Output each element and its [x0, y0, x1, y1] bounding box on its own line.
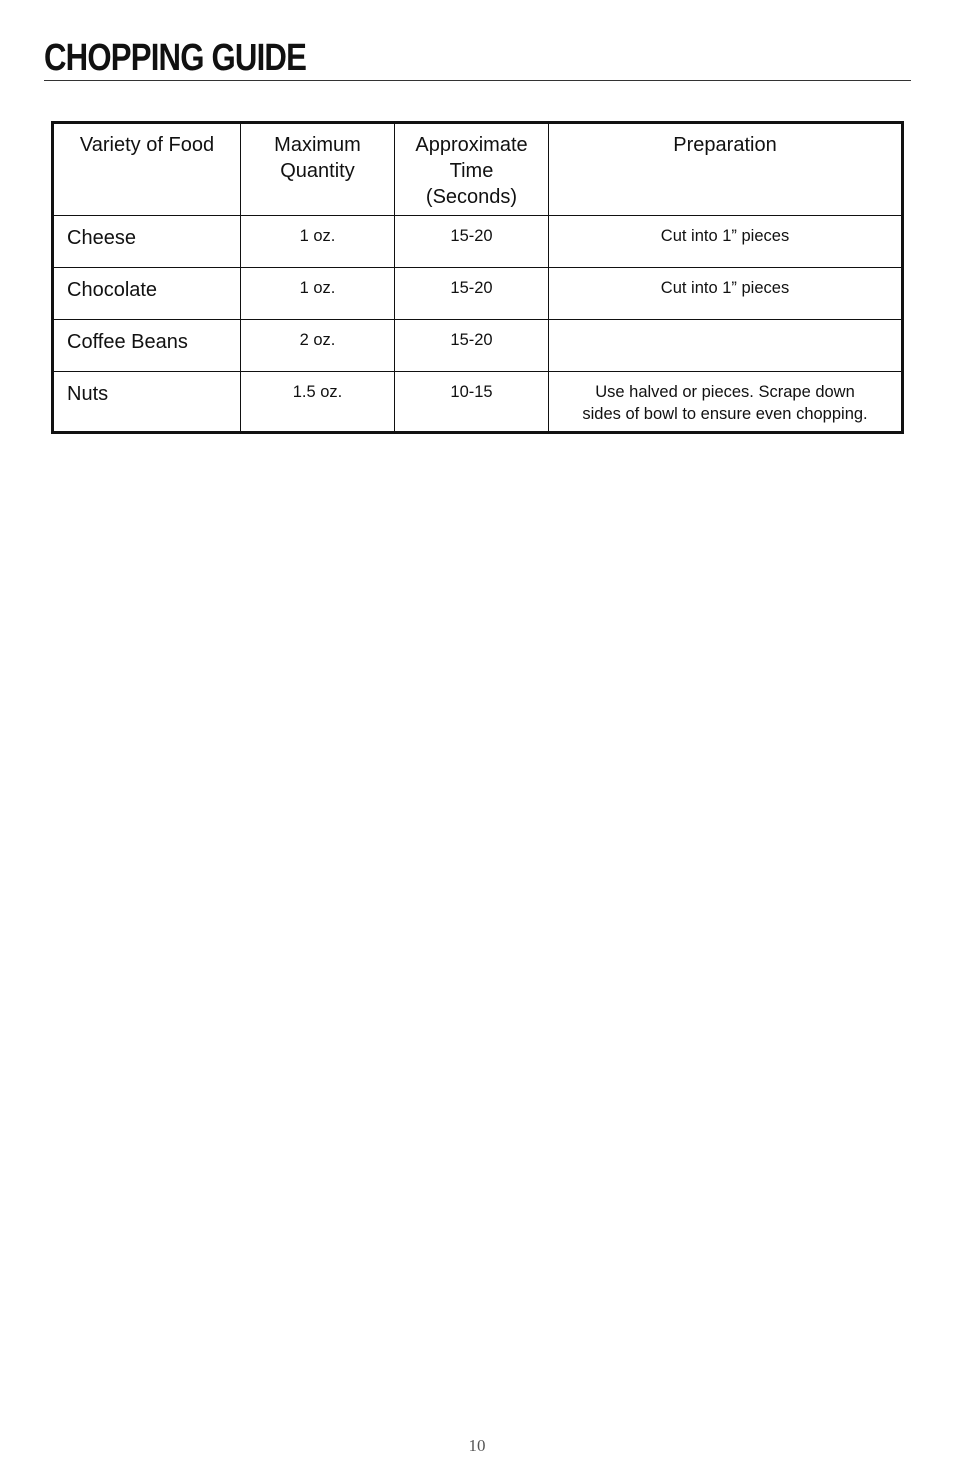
- header-food-label: Variety of Food: [79, 134, 215, 156]
- page-title: CHOPPING GUIDE: [44, 37, 307, 79]
- header-time-line1: Approximate: [415, 134, 528, 156]
- preparation-line1: Cut into 1” pieces: [660, 279, 790, 297]
- preparation-line2: sides of bowl to ensure even chopping.: [582, 405, 868, 423]
- preparation-cell: [549, 216, 903, 268]
- header-time-line2: Time: [449, 160, 494, 182]
- time-cell: 10-15: [395, 372, 549, 433]
- quantity-cell: 1 oz.: [241, 216, 395, 268]
- quantity-cell: 1 oz.: [241, 268, 395, 320]
- food-cell: Chocolate: [53, 268, 241, 320]
- food-cell: Nuts: [53, 372, 241, 433]
- header-quantity: [241, 123, 395, 216]
- preparation-cell: [549, 320, 903, 372]
- table-row: [53, 216, 903, 268]
- food-cell: Cheese: [53, 216, 241, 268]
- header-time-line3: (Seconds): [425, 186, 518, 208]
- time-cell: 15-20: [395, 268, 549, 320]
- chopping-guide-table: [51, 121, 904, 434]
- table-row: [53, 268, 903, 320]
- preparation-line1: Use halved or pieces. Scrape down: [595, 383, 855, 401]
- header-time: [395, 123, 549, 216]
- header-food: [53, 123, 241, 216]
- header-quantity-line2: Quantity: [280, 160, 355, 182]
- quantity-cell: 2 oz.: [241, 320, 395, 372]
- table-row: [53, 372, 903, 433]
- quantity-cell: 1.5 oz.: [241, 372, 395, 433]
- page-number: 10: [468, 1436, 486, 1455]
- header-preparation-label: Preparation: [673, 134, 777, 156]
- time-cell: 15-20: [395, 320, 549, 372]
- preparation-line1: Cut into 1” pieces: [660, 227, 790, 245]
- title-rule: [44, 80, 911, 81]
- preparation-cell: [549, 268, 903, 320]
- preparation-cell: [549, 372, 903, 433]
- table-row: [53, 320, 903, 372]
- header-quantity-line1: Maximum: [274, 134, 361, 156]
- food-cell: Coffee Beans: [53, 320, 241, 372]
- header-preparation: [549, 123, 903, 216]
- table-header-row: [53, 123, 903, 216]
- time-cell: 15-20: [395, 216, 549, 268]
